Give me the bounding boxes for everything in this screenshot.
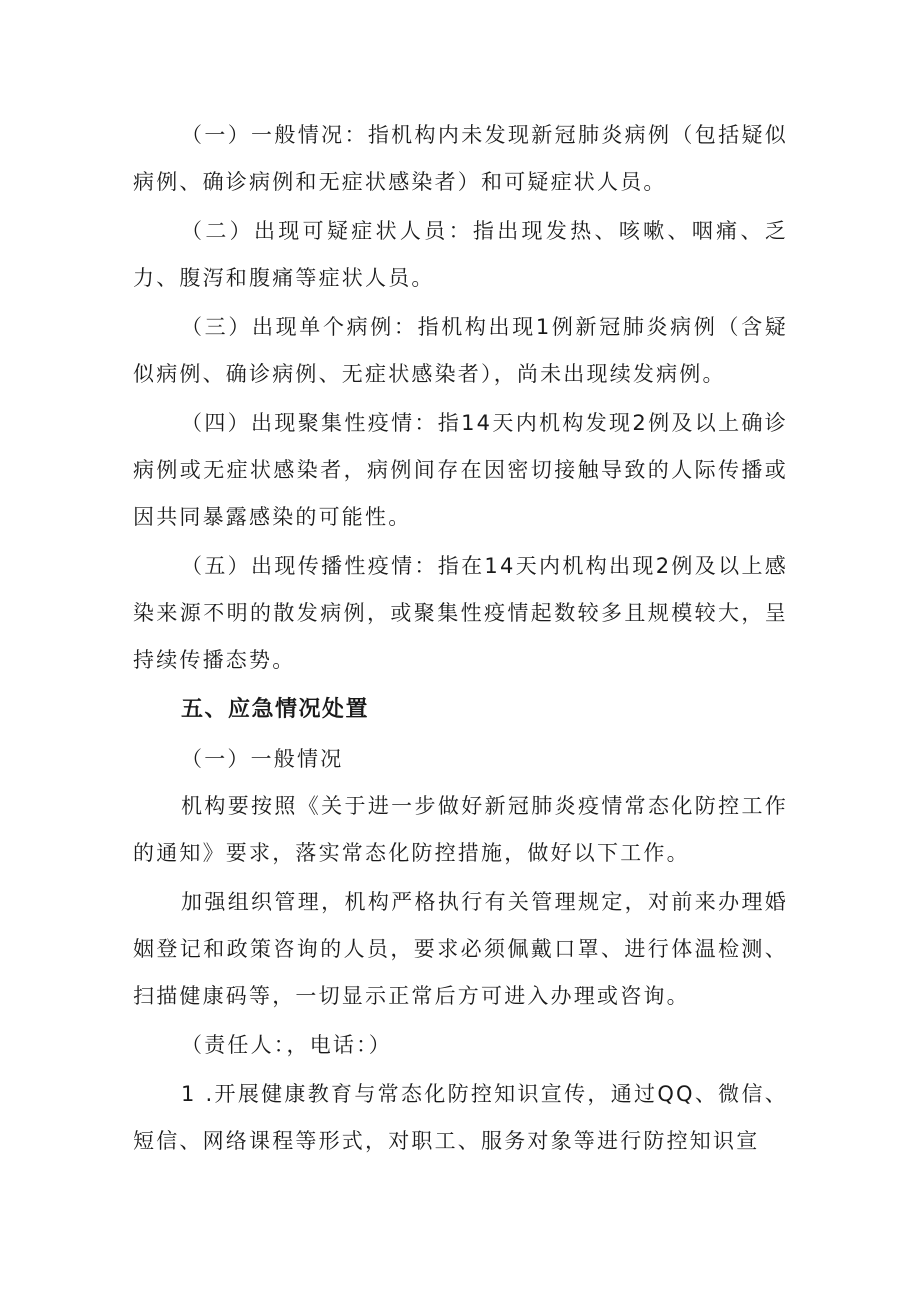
paragraph-notice-requirement: 机构要按照《关于进一步做好新冠肺炎疫情常态化防控工作的通知》要求，落实常态化防控措施，做好以下工作。 — [133, 794, 788, 865]
paragraph-organization-management: 加强组织管理，机构严格执行有关管理规定，对前来办理婚姻登记和政策咨询的人员，要求必须佩戴口罩、进行体温检测、扫描健康码等，一切显示正常后方可进入办理或咨询。 — [133, 890, 788, 1008]
sub-heading: （一）一般情况 — [181, 747, 344, 771]
responsible-person-line: （责任人：，电话：） — [181, 1033, 392, 1057]
paragraph-cluster-outbreak: （四）出现聚集性疫情：指14天内机构发现2例及以上确诊病例或无症状感染者，病例间存在因密切接触导致的人际传播或因共同暴露感染的可能性。 — [133, 411, 788, 529]
paragraph-spreading-outbreak: （五）出现传播性疫情：指在14天内机构出现2例及以上感染来源不明的散发病例，或聚集性疫情起数较多且规模较大，呈持续传播态势。 — [133, 554, 788, 672]
section-heading: 五、应急情况处置 — [181, 697, 370, 722]
paragraph-suspected-symptoms: （二）出现可疑症状人员：指出现发热、咳嗽、咽痛、乏力、腹泻和腹痛等症状人员。 — [133, 219, 788, 290]
paragraph-single-case: （三）出现单个病例：指机构出现1例新冠肺炎病例（含疑似病例、确诊病例、无症状感染者），尚未出现续发病例。 — [133, 315, 788, 386]
paragraph-general-situation: （一）一般情况：指机构内未发现新冠肺炎病例（包括疑似病例、确诊病例和无症状感染者）和可疑症状人员。 — [133, 123, 788, 194]
document-body — [133, 112, 788, 1165]
paragraph-health-education: 1 .开展健康教育与常态化防控知识宣传，通过QQ、微信、短信、网络课程等形式，对职工、服务对象等进行防控知识宣 — [133, 1082, 788, 1153]
